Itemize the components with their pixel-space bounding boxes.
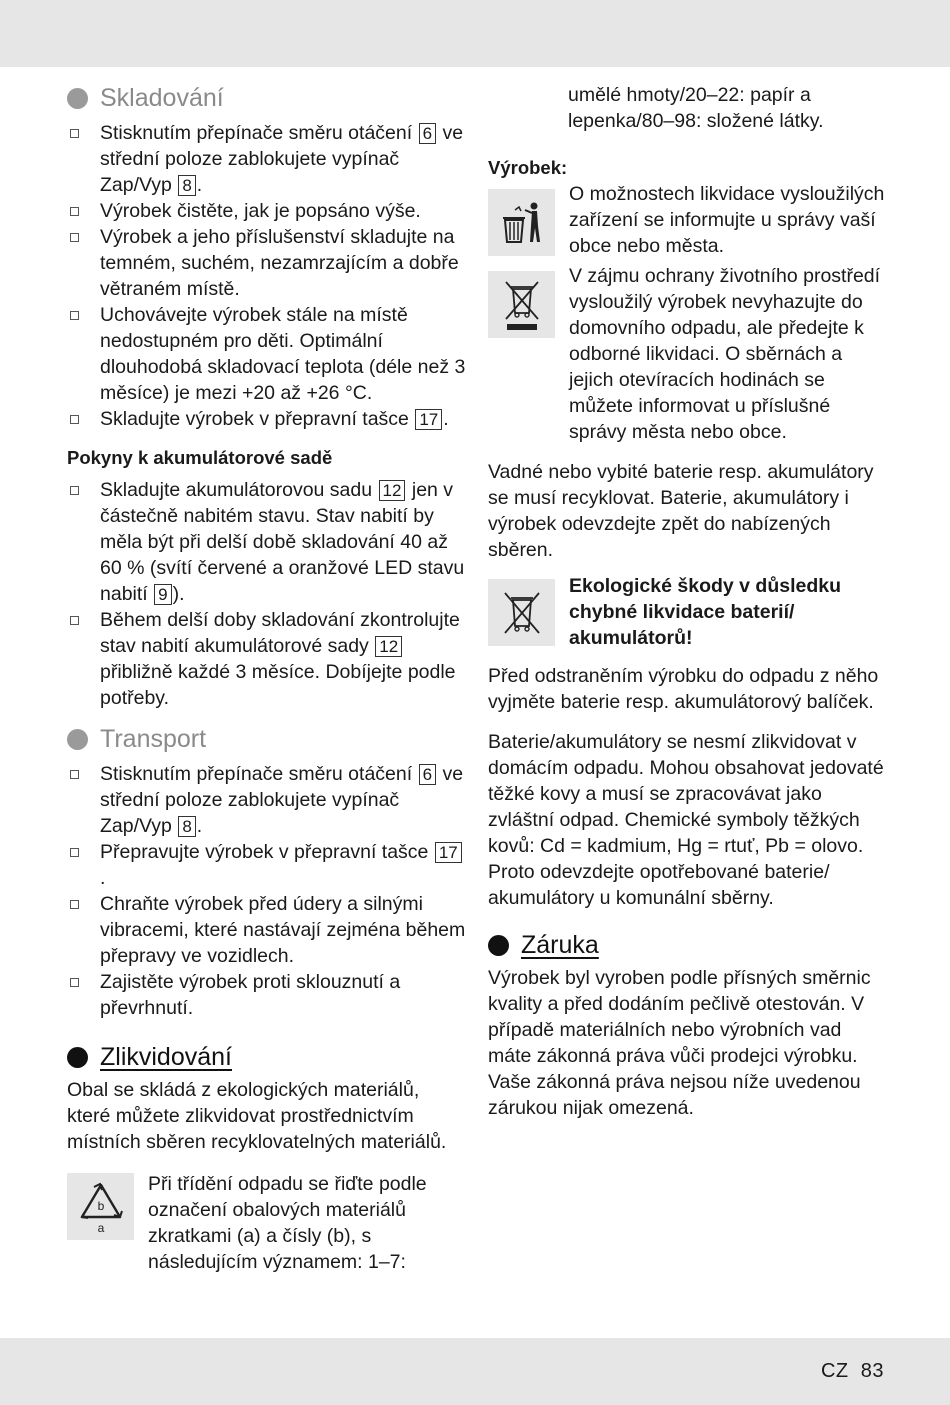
disposal-intro: Obal se skládá z ekologických materiálů, které můžete zlikvidovat prostřednictvím místních sběren recyklovatelných materiálů. (67, 1079, 447, 1153)
page-number-value: 83 (860, 1360, 884, 1382)
heavy-metals-text: Baterie/akumulátory se nesmí zlikvidovat v domácím odpadu. Mohou obsahovat jedovaté těžké kovy a musí se zpracovávat jako zvláštní odpad. Chemické symboly těžkých kovů: Cd = kadmium, Hg = rtuť, Pb = olovo. Proto odevzdejte opotřebované baterie/ akumulátory u komunální sběrny. (488, 731, 884, 909)
storage-list (67, 120, 467, 432)
list-item: Skladujte akumulátorovou sadu 12 jen v částečně nabitém stavu. Stav nabití by měla být při delší době skladování 40 až 60 % (svítí červené a oranžové LED stavu nabití 9 ). (67, 477, 467, 607)
header-band (0, 0, 950, 67)
eco-warning-row (488, 577, 888, 651)
product-row-2 (488, 265, 888, 445)
section-heading-disposal: Zlikvidování (67, 1041, 467, 1073)
part-number-box: 17 (435, 842, 462, 863)
list-item: Chraňte výrobek před údery a silnými vibracemi, které nastávají zejména během přepravy ve vozidlech. (67, 891, 467, 969)
bullet-dot-icon (67, 88, 88, 109)
product-label: Výrobek: (488, 157, 568, 178)
part-number-box: 6 (419, 764, 436, 785)
part-number-box: 12 (375, 636, 402, 657)
list-item: Výrobek čistěte, jak je popsáno výše. (67, 198, 467, 224)
part-number-box: 6 (419, 123, 436, 144)
crossed-bin-icon (488, 271, 555, 338)
part-number-box: 8 (178, 816, 195, 837)
trash-bin-person-icon (488, 189, 555, 256)
list-item: Stisknutím přepínače směru otáčení 6 ve střední poloze zablokujete vypínač Zap/Vyp 8 . (67, 120, 467, 198)
crossed-bin-icon (488, 579, 555, 646)
eco-warning-heading: Ekologické škody v důsledku chybné likvidace baterií/ akumulátorů! (569, 575, 842, 649)
transport-list (67, 761, 467, 1021)
recycle-text-continued: umělé hmoty/20–22: papír a lepenka/80–98: složené látky. (568, 84, 824, 132)
warranty-text: Výrobek byl vyroben podle přísných směrnic kvality a před dodáním pečlivě otestován. V případě materiálních nebo výrobních vad máte zákonná práva vůči prodejci výrobku. Vaše zákonná práva nejsou níže uvedenou zárukou nijak omezená. (488, 967, 871, 1119)
footer-band (0, 1338, 950, 1405)
page-number (821, 1360, 884, 1383)
list-item: Výrobek a jeho příslušenství skladujte na temném, suchém, nezamrzajícím a dobře větraném místě. (67, 224, 467, 302)
recycle-row (67, 1171, 467, 1275)
recycle-code-icon (67, 1173, 134, 1240)
section-heading-transport: Transport (67, 723, 467, 755)
bullet-dot-icon (67, 1047, 88, 1068)
list-item: Skladujte výrobek v přepravní tašce 17 . (67, 406, 467, 432)
bullet-dot-icon (488, 935, 509, 956)
part-number-box: 12 (379, 480, 406, 501)
part-number-box: 8 (178, 175, 195, 196)
svg-text:a: a (97, 1220, 104, 1235)
section-heading-warranty: Záruka (488, 929, 888, 961)
left-column (67, 82, 467, 1275)
list-item: Uchovávejte výrobek stále na místě nedostupném pro děti. Optimální dlouhodobá skladovací teplota (déle než 3 měsíce) je mezi +20 až +26 °C. (67, 302, 467, 406)
right-column (488, 156, 888, 1121)
list-item: Během delší doby skladování zkontrolujte stav nabití akumulátorové sady 12 přibližně každé 3 měsíce. Dobíjejte podle potřeby. (67, 607, 467, 711)
part-number-box: 9 (154, 584, 171, 605)
battery-subheading: Pokyny k akumulátorové sadě (67, 447, 333, 468)
language-code: CZ (820, 1360, 849, 1382)
remove-battery-text: Před odstraněním výrobku do odpadu z něho vyjměte baterie resp. akumulátorový balíček. (488, 665, 879, 713)
part-number-box: 17 (415, 409, 442, 430)
battery-list (67, 477, 467, 711)
svg-text:b: b (97, 1198, 104, 1213)
product-row-1 (488, 183, 888, 259)
list-item: Stisknutím přepínače směru otáčení 6 ve střední poloze zablokujete vypínač Zap/Vyp 8 . (67, 761, 467, 839)
bullet-dot-icon (67, 729, 88, 750)
recycle-text: Při třídění odpadu se řiďte podle označení obalových materiálů zkratkami (a) a čísly (b), s následujícím významem: 1–7: (148, 1173, 427, 1273)
list-item: Zajistěte výrobek proti sklouznutí a převrhnutí. (67, 969, 467, 1021)
section-heading-storage: Skladování (67, 82, 467, 114)
list-item: Přepravujte výrobek v přepravní tašce 17. (67, 839, 467, 891)
product-text-2: V zájmu ochrany životního prostředí vysloužilý výrobek nevyhazujte do domovního odpadu, ale předejte k odborné likvidaci. O sběrnách a jejich otevíracích hodinách se můžete informovat u příslušné správy města nebo obce. (569, 265, 881, 443)
product-text-1: O možnostech likvidace vysloužilých zařízení se informujte u správy vaší obce nebo města. (569, 183, 885, 257)
battery-recycle-text: Vadné nebo vybité baterie resp. akumulátory se musí recyklovat. Baterie, akumulátory i výrobek odevzdejte zpět do nabízených sběren. (488, 461, 874, 561)
